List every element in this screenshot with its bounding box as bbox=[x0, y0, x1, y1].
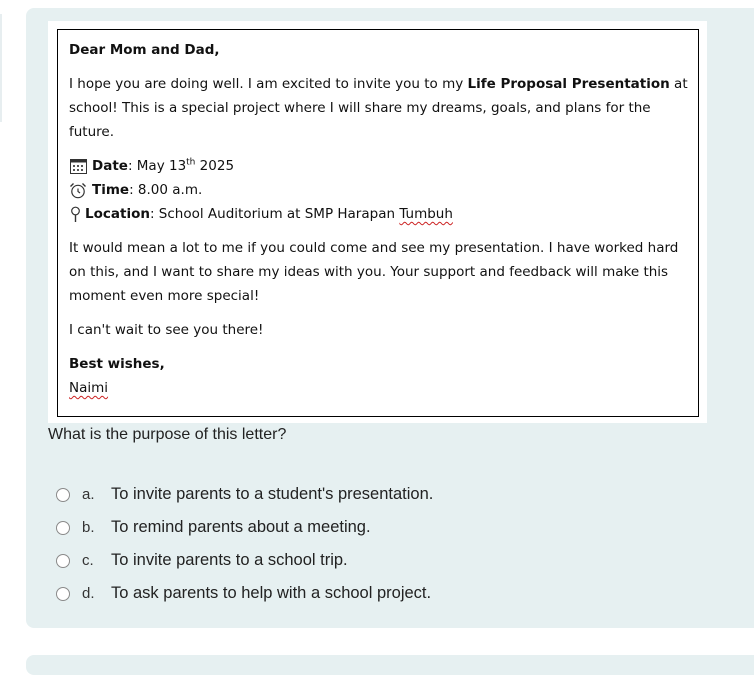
letter-closing-line: I can't wait to see you there! bbox=[69, 322, 264, 338]
date-text: Date: May 13th 2025 bbox=[92, 157, 235, 174]
time-line bbox=[69, 178, 688, 202]
letter-greeting: Dear Mom and Dad, bbox=[69, 42, 220, 58]
question-text: What is the purpose of this letter? bbox=[48, 426, 287, 443]
intro-text-end: at school! This is a special project where I will share my dreams, goals, and plans for the future. bbox=[69, 76, 688, 140]
option-text[interactable]: To remind parents about a meeting. bbox=[111, 518, 371, 536]
option-a[interactable] bbox=[56, 478, 433, 511]
letter-body: It would mean a lot to me if you could come and see my presentation. I have worked hard on this, and I want to share my ideas with you. Your support and feedback will make this moment even more special! bbox=[69, 240, 679, 304]
date-line bbox=[69, 154, 688, 178]
presentation-name: Life Proposal Presentation bbox=[467, 76, 670, 92]
option-c[interactable] bbox=[56, 544, 433, 577]
location-text: Location: School Auditorium at SMP Harapan Tumbuh bbox=[85, 206, 453, 222]
option-b[interactable] bbox=[56, 511, 433, 544]
option-letter: b. bbox=[82, 519, 95, 536]
radio-button-icon[interactable] bbox=[56, 587, 70, 601]
letter-signoff: Best wishes, bbox=[69, 356, 165, 372]
location-pin-icon bbox=[69, 205, 81, 223]
next-question-card bbox=[26, 655, 754, 675]
letter-signature: Naimi bbox=[69, 380, 109, 396]
option-d[interactable] bbox=[56, 577, 433, 610]
option-text[interactable]: To invite parents to a student's presentation. bbox=[111, 485, 434, 503]
option-letter: d. bbox=[82, 585, 95, 602]
calendar-icon bbox=[69, 157, 87, 175]
alarm-clock-icon bbox=[69, 181, 87, 199]
radio-button-icon[interactable] bbox=[56, 488, 70, 502]
left-panel-edge bbox=[0, 14, 2, 122]
answer-options bbox=[56, 478, 433, 610]
letter-content bbox=[57, 29, 699, 417]
time-text: Time: 8.00 a.m. bbox=[92, 182, 203, 198]
option-letter: a. bbox=[82, 486, 95, 503]
radio-button-icon[interactable] bbox=[56, 554, 70, 568]
option-text[interactable]: To invite parents to a school trip. bbox=[111, 551, 348, 569]
intro-text-start: I hope you are doing well. I am excited to invite you to my bbox=[69, 76, 468, 92]
option-text[interactable]: To ask parents to help with a school project. bbox=[111, 584, 432, 602]
radio-button-icon[interactable] bbox=[56, 521, 70, 535]
option-letter: c. bbox=[82, 552, 94, 569]
letter-intro bbox=[69, 72, 688, 144]
location-line bbox=[69, 202, 688, 226]
